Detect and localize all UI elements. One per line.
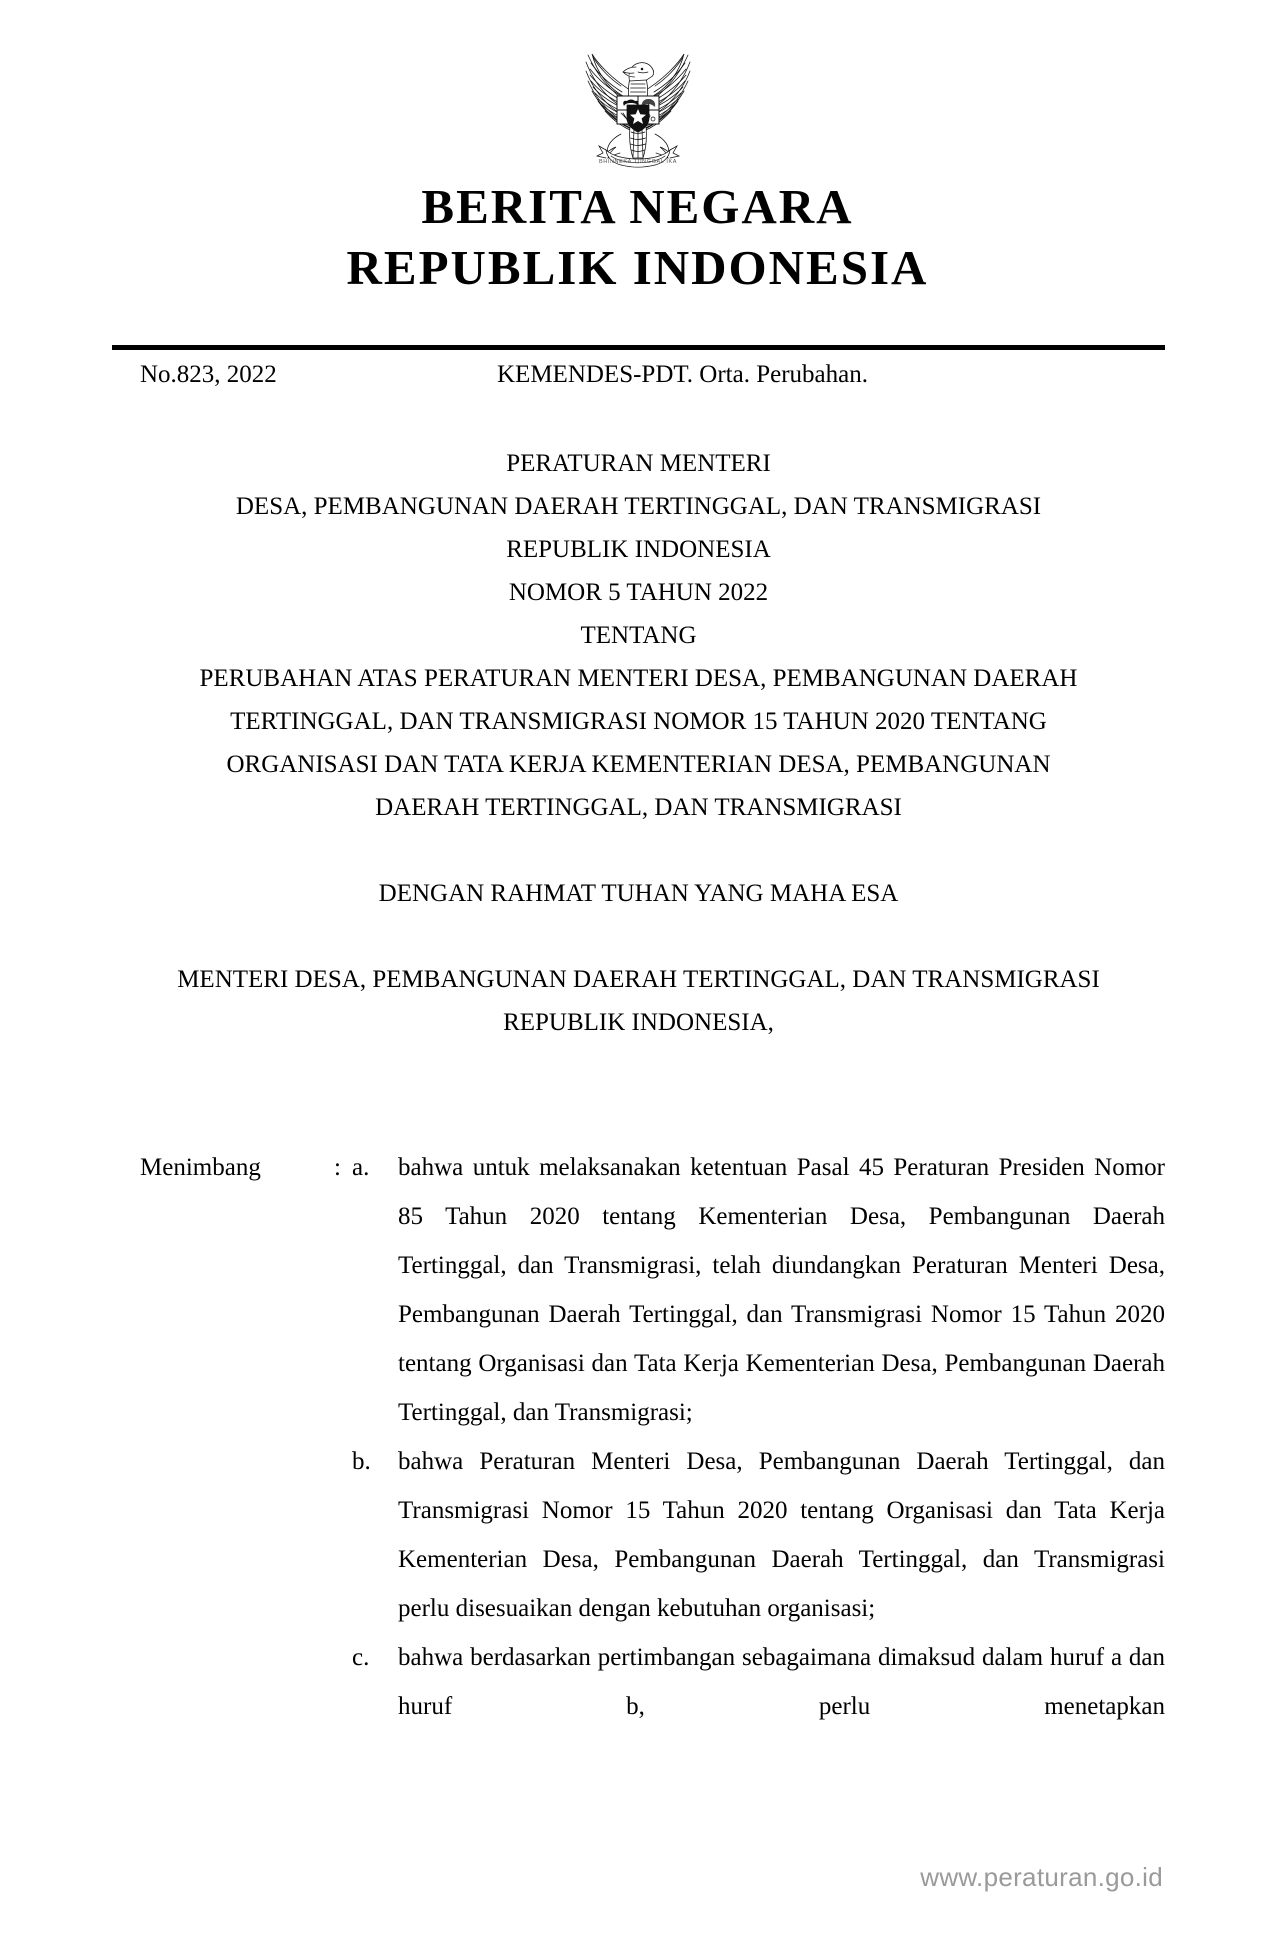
title-line-8: ORGANISASI DAN TATA KERJA KEMENTERIAN DESA, PEMBANGUNAN <box>226 751 1051 778</box>
title-spacer-2 <box>112 915 1165 958</box>
considering-label: Menimbang <box>140 1154 261 1181</box>
masthead-line-1: BERITA NEGARA <box>421 179 854 234</box>
header-divider <box>112 345 1165 350</box>
garuda-pancasila-icon <box>563 36 713 176</box>
title-line-4: NOMOR 5 TAHUN 2022 <box>508 579 769 606</box>
title-line-9: DAERAH TERTINGGAL, DAN TRANSMIGRASI <box>375 794 902 821</box>
invocation-line: DENGAN RAHMAT TUHAN YANG MAHA ESA <box>378 880 899 907</box>
title-line-6: PERUBAHAN ATAS PERATURAN MENTERI DESA, PEMBANGUNAN DAERAH <box>199 665 1078 692</box>
title-line-5: TENTANG <box>580 622 697 649</box>
gazette-subject: KEMENDES-PDT. Orta. Perubahan. <box>497 361 868 388</box>
considering-marker-a: a. <box>352 1154 370 1181</box>
considering-item-a <box>112 1143 1165 1437</box>
title-line-3: REPUBLIK INDONESIA <box>506 536 771 563</box>
authority-line-2: REPUBLIK INDONESIA, <box>503 1009 774 1036</box>
title-line-1: PERATURAN MENTERI <box>506 450 771 477</box>
considering-item-b <box>112 1437 1165 1633</box>
considering-text-b: bahwa Peraturan Menteri Desa, Pembangunan Daerah Tertinggal, dan Transmigrasi Nomor 15 Tahun 2020 tentang Organisasi dan Tata Kerja Kementerian Desa, Pembangunan Daerah Tertinggal, dan Transmigrasi perlu disesuaikan dengan kebutuhan organisasi; <box>398 1448 1165 1622</box>
title-line-7: TERTINGGAL, DAN TRANSMIGRASI NOMOR 15 TAHUN 2020 TENTANG <box>230 708 1047 735</box>
considering-text-c: bahwa berdasarkan pertimbangan sebagaimana dimaksud dalam huruf a dan huruf b, perlu menetapkan <box>398 1644 1165 1720</box>
considering-item-c <box>112 1633 1165 1780</box>
regulation-title-block <box>112 442 1165 1044</box>
considering-colon: : <box>334 1154 341 1181</box>
gazette-meta-row <box>112 358 1165 392</box>
considering-marker-b: b. <box>352 1448 371 1475</box>
considering-marker-c: c. <box>352 1644 370 1671</box>
authority-line-1: MENTERI DESA, PEMBANGUNAN DAERAH TERTINGGAL, DAN TRANSMIGRASI <box>177 966 1100 993</box>
emblem-motto-text: BHINNEKA TUNGGAL IKA <box>598 159 677 165</box>
title-line-2: DESA, PEMBANGUNAN DAERAH TERTINGGAL, DAN TRANSMIGRASI <box>235 493 1042 520</box>
title-spacer-1 <box>112 829 1165 872</box>
masthead <box>0 176 1275 298</box>
footer-watermark: www.peraturan.go.id <box>920 1862 1163 1892</box>
emblem-container <box>0 36 1275 181</box>
masthead-line-2: REPUBLIK INDONESIA <box>346 240 929 295</box>
gazette-number: No.823, 2022 <box>140 361 277 388</box>
considering-section <box>112 1143 1165 1780</box>
considering-text-a: bahwa untuk melaksanakan ketentuan Pasal 45 Peraturan Presiden Nomor 85 Tahun 2020 tentang Kementerian Desa, Pembangunan Daerah Tertinggal, dan Transmigrasi, telah diundangkan Peraturan Menteri Desa, Pembangunan Daerah Tertinggal, dan Transmigrasi Nomor 15 Tahun 2020 tentang Organisasi dan Tata Kerja Kementerian Desa, Pembangunan Daerah Tertinggal, dan Transmigrasi; <box>398 1154 1165 1426</box>
